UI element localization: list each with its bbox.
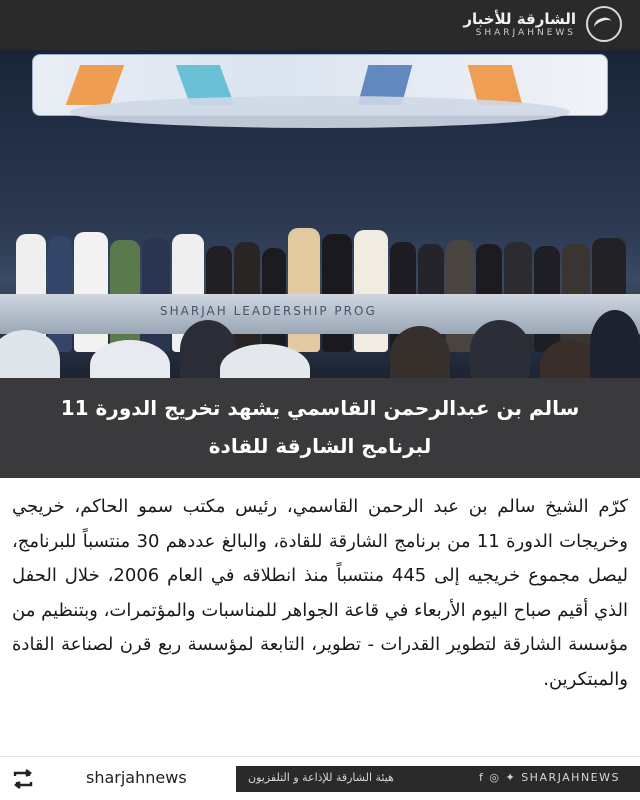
stage-ring — [70, 96, 570, 128]
stage-banner-text: SHARJAH LEADERSHIP PROG — [160, 304, 377, 318]
logo-english-text: SHARJAHNEWS — [475, 28, 576, 38]
repost-icon[interactable] — [10, 767, 36, 791]
header-bar — [0, 0, 640, 50]
logo-arabic-text: الشارقة للأخبار — [463, 10, 576, 28]
event-photo — [0, 50, 640, 378]
logo — [463, 6, 622, 42]
social-handle-text: SHARJAHNEWS — [521, 771, 620, 784]
social-icons: f ◎ ✦ — [479, 771, 522, 784]
headline-line-1: سالم بن عبدالرحمن القاسمي يشهد تخريج الدورة 11 — [60, 396, 580, 420]
article-body: كرّم الشيخ سالم بن عبد الرحمن القاسمي، رئيس مكتب سمو الحاكم، خريجي وخريجات الدورة 11 من برنامج الشارقة للقادة، والبالغ عددهم 30 منتسباً للبرنامج، ليصل مجموع خريجيه إلى 445 منتسباً منذ انطلاقه في العام 2006، خلال الحفل الذي أقيم صباح اليوم الأربعاء في قاعة الجواهر للمناسبات والمؤتمرات، وبتنظيم من مؤسسة الشارقة لتطوير القدرات - تطوير، التابعة لمؤسسة ربع قرن لصناعة القادة والمبتكرين. — [12, 496, 628, 690]
broadcaster-credit: هيئة الشارقة للإذاعة و التلفزيون — [248, 771, 394, 784]
audience — [0, 300, 640, 378]
headline-band — [0, 378, 640, 478]
logo-icon — [586, 6, 622, 42]
headline-line-2: لبرنامج الشارقة للقادة — [208, 434, 432, 458]
account-handle[interactable]: sharjahnews — [86, 768, 187, 787]
social-handle — [479, 771, 620, 784]
